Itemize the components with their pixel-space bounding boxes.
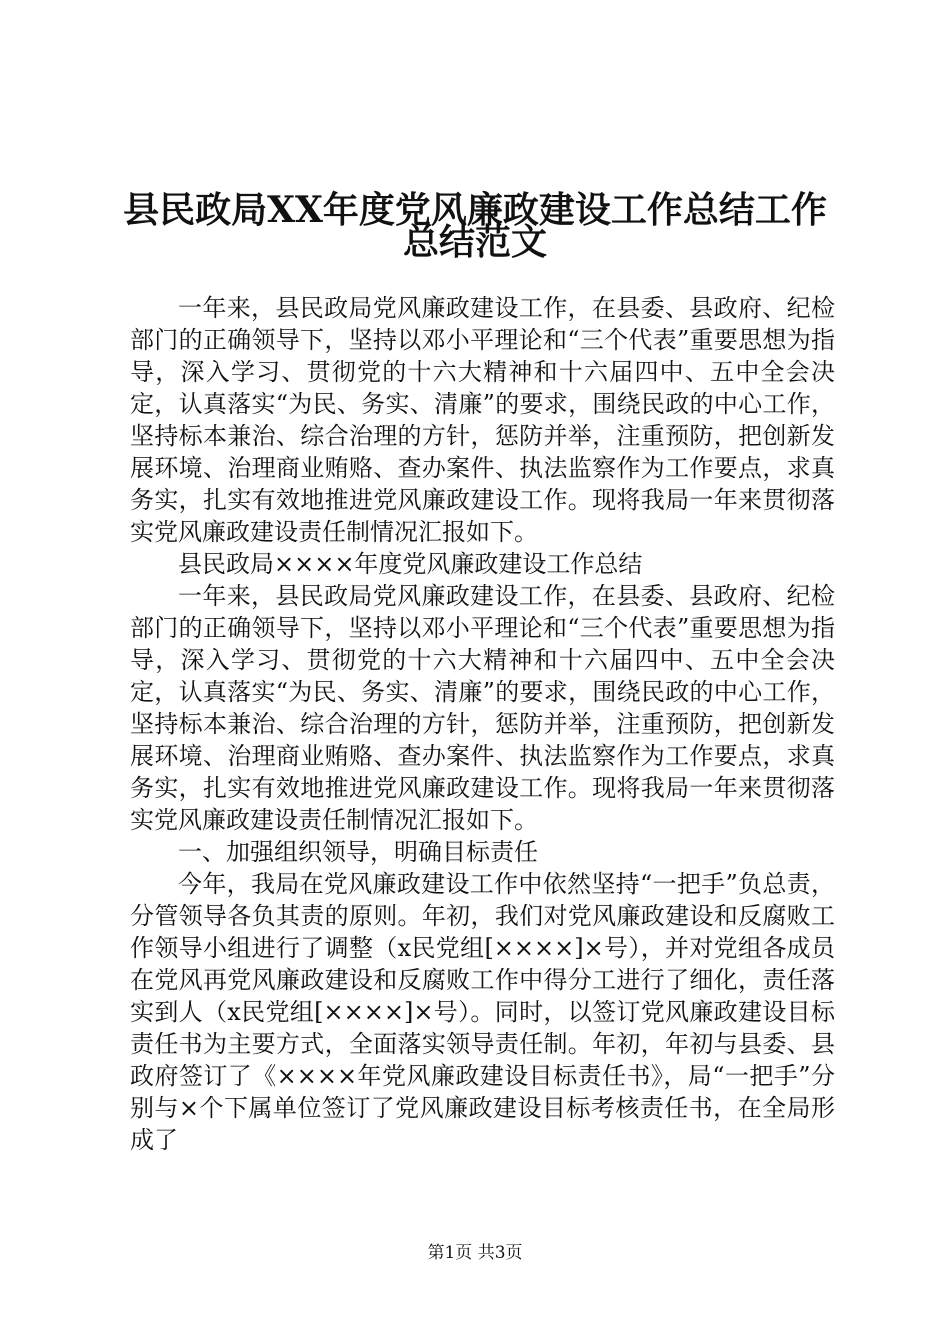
paragraph-intro: 一年来，县民政局党风廉政建设工作，在县委、县政府、纪检部门的正确领导下，坚持以邓小平理论和“三个代表”重要思想为指导，深入学习、贯彻党的十六大精神和十六届四中、五中全会决定，认真落实“为民、务实、清廉”的要求，围绕民政的中心工作，坚持标本兼治、综合治理的方针，惩防并举，注重预防，把创新发展环境、治理商业贿赂、查办案件、执法监察作为工作要点，求真务实，扎实有效地推进党风廉政建设工作。现将我局一年来贯彻落实党风廉政建设责任制情况汇报如下。 xyxy=(130,294,835,546)
document-title-line-2: 总结范文 xyxy=(402,221,547,263)
section-heading: 一、加强组织领导，明确目标责任 xyxy=(178,838,538,866)
page-number-footer: 第1页 共3页 xyxy=(427,1243,523,1263)
document-body xyxy=(130,292,835,1156)
paragraph-subtitle: 县民政局××××年度党风廉政建设工作总结 xyxy=(178,550,643,578)
paragraph-section-1: 今年，我局在党风廉政建设工作中依然坚持“一把手”负总责，分管领导各负其责的原则。年初，我们对党风廉政建设和反腐败工作领导小组进行了调整（x民党组[××××]×号），并对党组各成员在党风再党风廉政建设和反腐败工作中得分工进行了细化，责任落实到人（x民党组[××××]×号）。同时，以签订党风廉政建设目标责任书为主要方式，全面落实领导责任制。年初，年初与县委、县政府签订了《××××年党风廉政建设目标责任书》，局“一把手”分别与×个下属单位签订了党风廉政建设目标考核责任书，在全局形成了 xyxy=(130,870,835,1154)
paragraph-intro-repeat: 一年来，县民政局党风廉政建设工作，在县委、县政府、纪检部门的正确领导下，坚持以邓小平理论和“三个代表”重要思想为指导，深入学习、贯彻党的十六大精神和十六届四中、五中全会决定，认真落实“为民、务实、清廉”的要求，围绕民政的中心工作，坚持标本兼治、综合治理的方针，惩防并举，注重预防，把创新发展环境、治理商业贿赂、查办案件、执法监察作为工作要点，求真务实，扎实有效地推进党风廉政建设工作。现将我局一年来贯彻落实党风廉政建设责任制情况汇报如下。 xyxy=(130,582,835,834)
document-title-line-1: 县民政局XX年度党风廉政建设工作总结工作 xyxy=(123,189,827,231)
